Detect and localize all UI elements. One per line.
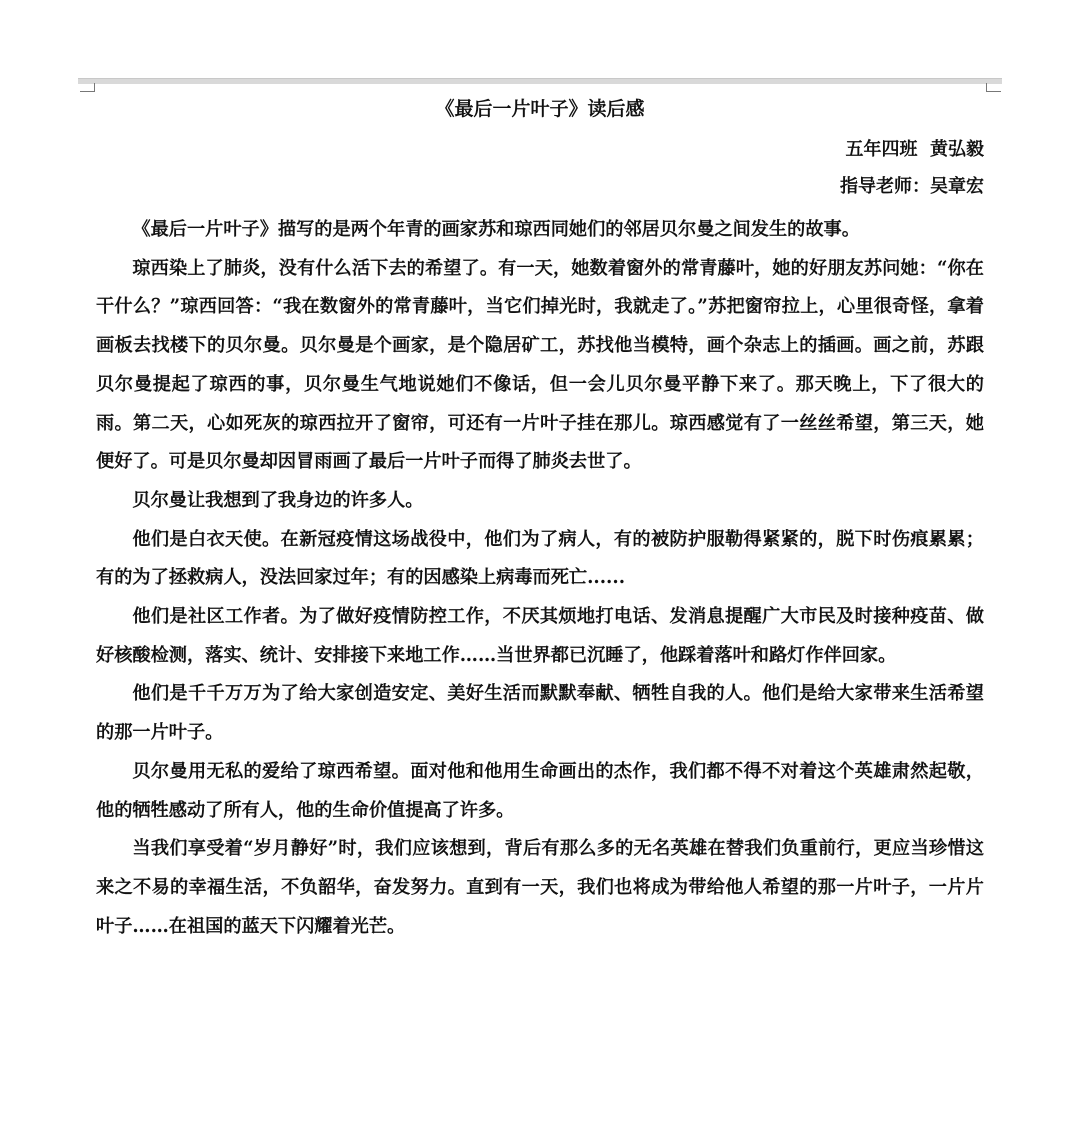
paragraph: 他们是白衣天使。在新冠疫情这场战役中，他们为了病人，有的被防护服勒得紧紧的，脱下时伤痕累累；有的为了拯救病人，没法回家过年；有的因感染上病毒而死亡...... <box>96 528 984 589</box>
paragraph: 他们是千千万万为了给大家创造安定、美好生活而默默奉献、牺牲自我的人。他们是给大家带来生活希望的那一片叶子。 <box>96 683 984 744</box>
left-margin-corner-mark <box>80 83 95 92</box>
page-top-border <box>78 78 1002 84</box>
paragraph: 琼西染上了肺炎，没有什么活下去的希望了。有一天，她数着窗外的常青藤叶，她的好朋友苏问她：“你在干什么？”琼西回答：“我在数窗外的常青藤叶，当它们掉光时，我就走了。”苏把窗帘拉上，心里很奇怪，拿着画板去找楼下的贝尔曼。贝尔曼是个画家，是个隐居矿工，苏找他当模特，画个杂志上的插画。画之前，苏跟贝尔曼提起了琼西的事，贝尔曼生气地说她们不像话，但一会儿贝尔曼平静下来了。那天晚上，下了很大的雨。第二天，心如死灰的琼西拉开了窗帘，可还有一片叶子挂在那儿。琼西感觉有了一丝丝希望，第三天，她便好了。可是贝尔曼却因冒雨画了最后一片叶子而得了肺炎去世了。 <box>96 257 984 473</box>
paragraph: 贝尔曼让我想到了我身边的许多人。 <box>132 489 424 511</box>
document-body <box>96 211 984 946</box>
document-title: 《最后一片叶子》读后感 <box>435 98 645 120</box>
paragraph: 他们是社区工作者。为了做好疫情防控工作，不厌其烦地打电话、发消息提醒广大市民及时接种疫苗、做好核酸检测，落实、统计、安排接下来地工作……当世界都已沉睡了，他踩着落叶和路灯作伴回家。 <box>96 606 984 666</box>
paragraph: 当我们享受着“岁月静好”时，我们应该想到，背后有那么多的无名英雄在替我们负重前行，更应当珍惜这来之不易的幸福生活，不负韶华，奋发努力。直到有一天，我们也将成为带给他人希望的那一片叶子，一片片叶子……在祖国的蓝天下闪耀着光芒。 <box>96 838 984 937</box>
right-margin-corner-mark <box>986 83 1001 92</box>
author-line: 五年四班 黄弘毅 <box>845 139 984 160</box>
paragraph: 贝尔曼用无私的爱给了琼西希望。面对他和他用生命画出的杰作，我们都不得不对着这个英雄肃然起敬，他的牺牲感动了所有人，他的生命价值提高了许多。 <box>96 760 984 821</box>
paragraph: 《最后一片叶子》描写的是两个年青的画家苏和琼西同她们的邻居贝尔曼之间发生的故事。 <box>132 219 860 240</box>
teacher-line: 指导老师：吴章宏 <box>840 176 984 197</box>
